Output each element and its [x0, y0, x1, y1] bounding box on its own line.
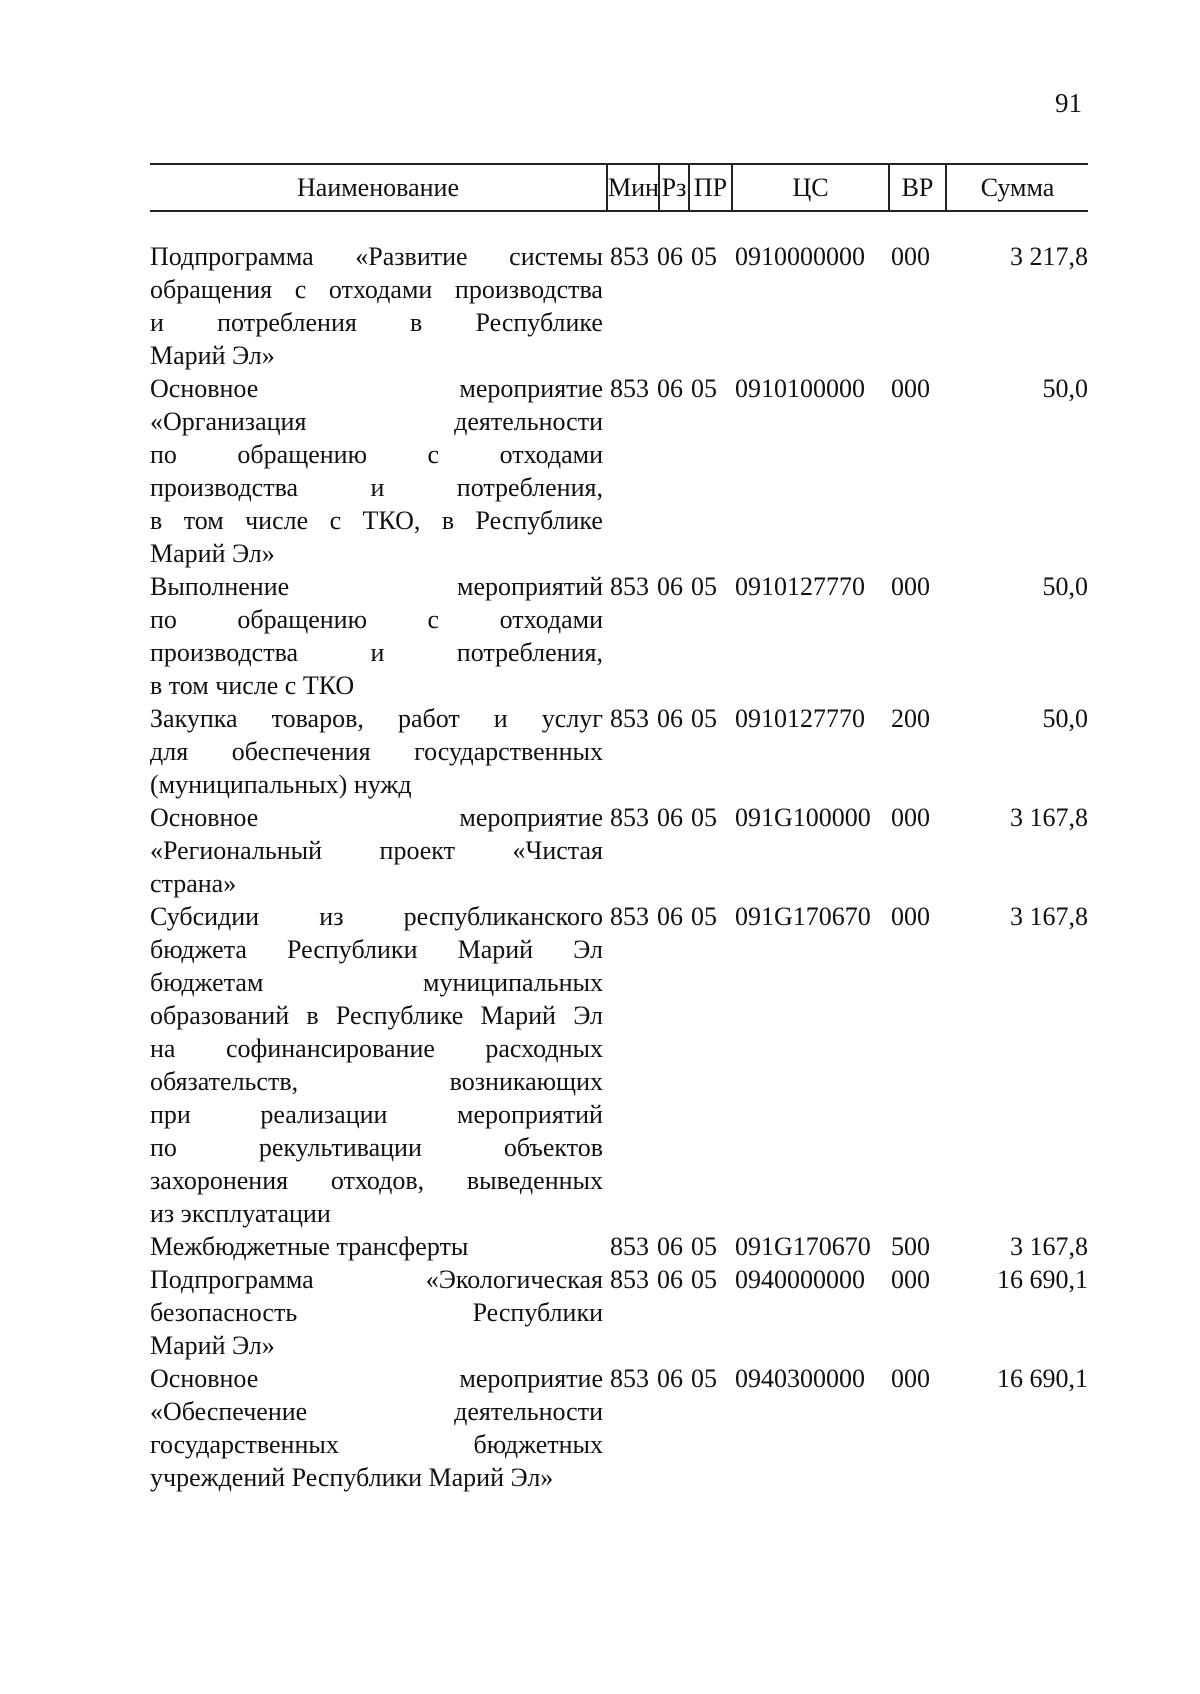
code-cs: 091G170670 — [735, 902, 871, 931]
code-cs: 0910100000 — [735, 374, 865, 403]
word: Республике — [475, 506, 603, 535]
row-name-line: Марий Эл» — [150, 341, 275, 370]
word: возникающих — [449, 1067, 603, 1096]
row-name-line — [150, 1164, 603, 1197]
row-name-line — [150, 570, 603, 603]
word: «Экологическая — [425, 1265, 603, 1294]
word: бюджетных — [473, 1430, 603, 1459]
word: Закупка — [150, 704, 238, 733]
code-rz: 06 — [657, 1364, 683, 1393]
row-name-line: Межбюджетные трансферты — [150, 1232, 469, 1261]
table-row — [150, 1230, 1110, 1263]
row-name-line — [150, 1032, 603, 1065]
code-cs: 0910127770 — [735, 572, 865, 601]
row-codes — [610, 570, 951, 603]
word: по — [150, 605, 177, 634]
word: отходами — [328, 275, 433, 304]
word: производства — [150, 638, 299, 667]
row-name-line: (муниципальных) нужд — [150, 770, 412, 799]
word: потребления, — [456, 638, 603, 667]
header-vr: ВР — [901, 173, 934, 202]
code-rz: 06 — [657, 242, 683, 271]
row-name — [150, 1362, 603, 1494]
header-rz: Рз — [661, 173, 687, 202]
word: захоронения — [150, 1166, 289, 1195]
row-name-line — [150, 471, 603, 504]
word: «Развитие — [355, 242, 468, 271]
word: том — [183, 506, 224, 535]
code-pr: 05 — [691, 374, 717, 403]
word: в — [441, 506, 455, 535]
word: обязательств, — [150, 1067, 299, 1096]
word: объектов — [503, 1133, 603, 1162]
word: товаров, — [271, 704, 364, 733]
row-name-line — [150, 1395, 603, 1428]
word: услуг — [541, 704, 603, 733]
word: Эл — [573, 1001, 603, 1030]
word: государственных — [150, 1430, 339, 1459]
word: с — [427, 605, 440, 634]
row-sum: 3 217,8 — [1010, 242, 1088, 271]
word: Основное — [150, 374, 259, 403]
word: производства — [150, 473, 299, 502]
code-pr: 05 — [691, 242, 717, 271]
word: Выполнение — [150, 572, 290, 601]
code-vr: 000 — [891, 803, 930, 832]
word: в — [150, 506, 163, 535]
row-name-line — [150, 735, 603, 768]
word: государственных — [414, 737, 603, 766]
word: с — [294, 275, 307, 304]
word: в — [410, 308, 423, 337]
word: Подпрограмма — [150, 1265, 314, 1294]
code-vr: 500 — [891, 1232, 930, 1261]
header-min: Мин — [608, 173, 659, 202]
table-row — [150, 372, 1110, 570]
word: обращению — [237, 440, 368, 469]
word: Республике — [475, 308, 603, 337]
word: реализации — [260, 1100, 388, 1129]
code-cs: 091G100000 — [735, 803, 871, 832]
word: «Организация — [150, 407, 307, 436]
table-row — [150, 1263, 1110, 1362]
row-name-line — [150, 900, 603, 933]
word: образований — [150, 1001, 290, 1030]
code-pr: 05 — [691, 572, 717, 601]
code-vr: 000 — [891, 242, 930, 271]
code-vr: 000 — [891, 572, 930, 601]
table-body — [150, 240, 1110, 1494]
row-sum: 50,0 — [1042, 374, 1088, 403]
code-pr: 05 — [691, 1265, 717, 1294]
row-name-line — [150, 306, 603, 339]
row-sum: 3 167,8 — [1010, 902, 1088, 931]
word: деятельности — [454, 407, 603, 436]
row-name-line — [150, 966, 603, 999]
row-name-line — [150, 702, 603, 735]
word: рекультивации — [258, 1133, 422, 1162]
word: потребления — [217, 308, 357, 337]
row-name-line — [150, 1131, 603, 1164]
word: Субсидии — [150, 902, 260, 931]
code-pr: 05 — [691, 803, 717, 832]
word: Республике — [335, 1001, 464, 1030]
header-pr: ПР — [693, 173, 728, 202]
row-name-line: в том числе с ТКО — [150, 671, 355, 700]
word: и — [370, 638, 385, 667]
row-name-line — [150, 240, 603, 273]
row-name-line — [150, 801, 603, 834]
header-name: Наименование — [297, 173, 459, 202]
word: «Региональный — [150, 836, 323, 865]
word: обеспечения — [231, 737, 371, 766]
word: Республики — [287, 935, 418, 964]
row-name — [150, 372, 603, 570]
code-min: 853 — [610, 803, 649, 832]
word: Основное — [150, 803, 259, 832]
word: бюджета — [150, 935, 247, 964]
word: из — [319, 902, 344, 931]
code-vr: 200 — [891, 704, 930, 733]
word: безопасность — [150, 1298, 298, 1327]
word: и — [370, 473, 385, 502]
row-name-line — [150, 405, 603, 438]
word: мероприятие — [459, 1364, 603, 1393]
row-codes — [610, 900, 951, 933]
word: проект — [379, 836, 455, 865]
row-name — [150, 570, 603, 702]
word: потребления, — [456, 473, 603, 502]
row-name — [150, 702, 603, 801]
word: муниципальных — [422, 968, 603, 997]
row-name-line — [150, 933, 603, 966]
word: на — [150, 1034, 176, 1063]
row-name — [150, 900, 603, 1230]
table-row — [150, 900, 1110, 1230]
header-sum: Сумма — [980, 173, 1055, 202]
word: числе — [245, 506, 309, 535]
code-rz: 06 — [657, 803, 683, 832]
header-cs: ЦС — [792, 173, 829, 202]
word: отходов, — [330, 1166, 425, 1195]
word: отходами — [499, 605, 603, 634]
code-min: 853 — [610, 1265, 649, 1294]
code-min: 853 — [610, 242, 649, 271]
row-name-line — [150, 1428, 603, 1461]
code-pr: 05 — [691, 1232, 717, 1261]
row-name-line: учреждений Республики Марий Эл» — [150, 1463, 554, 1492]
row-codes — [610, 1362, 951, 1395]
word: производства — [454, 275, 603, 304]
word: Марий — [480, 1001, 556, 1030]
word: деятельности — [454, 1397, 603, 1426]
row-name-line — [150, 273, 603, 306]
row-name-line — [150, 1065, 603, 1098]
code-pr: 05 — [691, 704, 717, 733]
row-name-line — [150, 372, 603, 405]
word: софинансирование — [225, 1034, 435, 1063]
code-cs: 0940000000 — [735, 1265, 865, 1294]
word: обращения — [150, 275, 273, 304]
word: обращению — [237, 605, 368, 634]
word: мероприятий — [457, 1100, 603, 1129]
row-codes — [610, 1230, 951, 1263]
word: «Чистая — [512, 836, 603, 865]
table-header — [150, 163, 1088, 212]
word: по — [150, 1133, 177, 1162]
word: в — [306, 1001, 319, 1030]
row-name — [150, 1230, 603, 1263]
code-rz: 06 — [657, 902, 683, 931]
word: Республики — [472, 1298, 603, 1327]
row-sum: 3 167,8 — [1010, 803, 1088, 832]
word: ТКО, — [362, 506, 421, 535]
row-name-line — [150, 438, 603, 471]
word: Эл — [573, 935, 603, 964]
row-name-line — [150, 603, 603, 636]
code-vr: 000 — [891, 1265, 930, 1294]
row-name — [150, 240, 603, 372]
word: «Обеспечение — [150, 1397, 308, 1426]
row-sum: 16 690,1 — [997, 1265, 1088, 1294]
row-sum: 16 690,1 — [997, 1364, 1088, 1393]
code-cs: 0910127770 — [735, 704, 865, 733]
page-number: 91 — [1055, 88, 1082, 118]
row-name — [150, 1263, 603, 1362]
code-cs: 0940300000 — [735, 1364, 865, 1393]
word: с — [427, 440, 440, 469]
code-vr: 000 — [891, 902, 930, 931]
row-name-line — [150, 1296, 603, 1329]
word: бюджетам — [150, 968, 264, 997]
word: мероприятий — [457, 572, 603, 601]
row-name-line — [150, 1098, 603, 1131]
table-row — [150, 702, 1110, 801]
code-rz: 06 — [657, 1232, 683, 1261]
word: работ — [397, 704, 460, 733]
table-row — [150, 240, 1110, 372]
row-sum: 50,0 — [1042, 572, 1088, 601]
word: расходных — [485, 1034, 603, 1063]
row-name-line — [150, 636, 603, 669]
word: республиканского — [403, 902, 603, 931]
code-min: 853 — [610, 1364, 649, 1393]
word: Подпрограмма — [150, 242, 314, 271]
row-codes — [610, 801, 951, 834]
row-name — [150, 801, 603, 900]
row-codes — [610, 372, 951, 405]
word: мероприятие — [459, 803, 603, 832]
word: и — [493, 704, 508, 733]
code-rz: 06 — [657, 704, 683, 733]
row-sum: 50,0 — [1042, 704, 1088, 733]
row-name-line — [150, 999, 603, 1032]
code-rz: 06 — [657, 572, 683, 601]
word: мероприятие — [459, 374, 603, 403]
table-row — [150, 801, 1110, 900]
code-min: 853 — [610, 704, 649, 733]
row-name-line: страна» — [150, 869, 237, 898]
row-name-line — [150, 504, 603, 537]
code-pr: 05 — [691, 1364, 717, 1393]
word: с — [329, 506, 342, 535]
table-row — [150, 570, 1110, 702]
code-vr: 000 — [891, 374, 930, 403]
word: при — [150, 1100, 191, 1129]
row-name-line — [150, 1362, 603, 1395]
row-name-line — [150, 1263, 603, 1296]
row-sum: 3 167,8 — [1010, 1232, 1088, 1261]
code-min: 853 — [610, 572, 649, 601]
word: отходами — [499, 440, 603, 469]
word: Основное — [150, 1364, 259, 1393]
word: по — [150, 440, 177, 469]
row-codes — [610, 240, 951, 273]
row-name-line: из эксплуатации — [150, 1199, 331, 1228]
code-rz: 06 — [657, 374, 683, 403]
code-cs: 091G170670 — [735, 1232, 871, 1261]
word: для — [150, 737, 189, 766]
row-name-line — [150, 834, 603, 867]
word: системы — [509, 242, 603, 271]
code-min: 853 — [610, 374, 649, 403]
code-min: 853 — [610, 902, 649, 931]
word: выведенных — [466, 1166, 603, 1195]
row-codes — [610, 702, 951, 735]
code-min: 853 — [610, 1232, 649, 1261]
word: Марий — [457, 935, 534, 964]
code-vr: 000 — [891, 1364, 930, 1393]
code-pr: 05 — [691, 902, 717, 931]
row-codes — [610, 1263, 951, 1296]
row-name-line: Марий Эл» — [150, 1331, 275, 1360]
code-cs: 0910000000 — [735, 242, 865, 271]
row-name-line: Марий Эл» — [150, 539, 275, 568]
table-row — [150, 1362, 1110, 1494]
word: и — [150, 308, 164, 337]
code-rz: 06 — [657, 1265, 683, 1294]
